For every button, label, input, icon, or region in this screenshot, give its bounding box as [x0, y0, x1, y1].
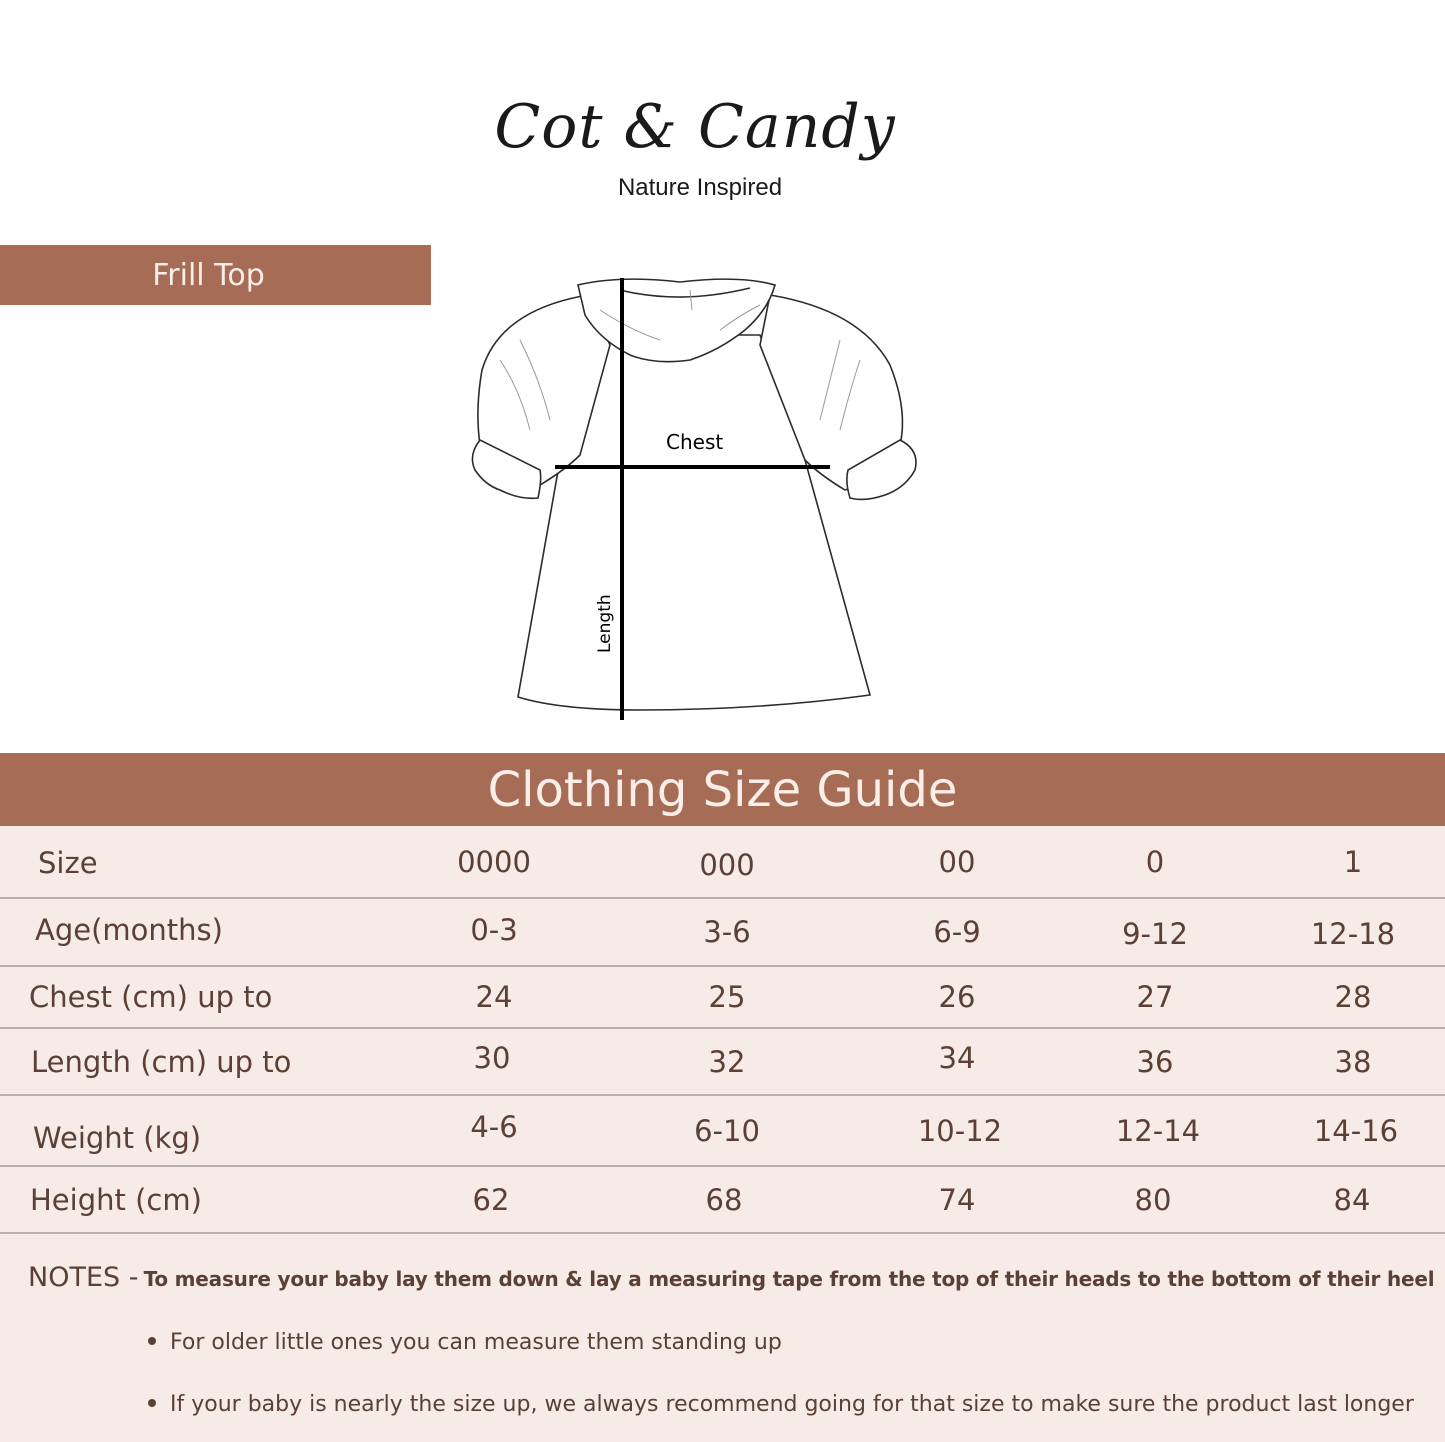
table-cell: 68	[705, 1182, 743, 1217]
notes-heading	[28, 1262, 1434, 1293]
length-label: Length	[595, 594, 615, 653]
table-cell: 00	[938, 844, 976, 879]
table-cell: 12-18	[1310, 917, 1396, 951]
table-cell: 6-10	[694, 1113, 760, 1148]
table-row	[0, 1096, 1445, 1167]
row-label: Chest (cm) up to	[29, 980, 273, 1014]
table-cell: 36	[1136, 1044, 1174, 1079]
bullet-text: If your baby is nearly the size up, we always recommend going for that size to make sure the product last longer	[170, 1392, 1414, 1417]
table-cell: 62	[472, 1182, 510, 1217]
product-name-tag: Frill Top	[0, 245, 431, 305]
table-cell: 3-6	[703, 915, 751, 949]
table-cell: 6-9	[933, 915, 981, 949]
row-label: Size	[38, 846, 98, 880]
table-cell: 9-12	[1122, 917, 1188, 951]
table-cell: 0	[1145, 844, 1165, 879]
notes-bullet	[148, 1392, 1414, 1417]
row-label: Length (cm) up to	[31, 1044, 292, 1079]
table-cell: 24	[475, 980, 513, 1014]
table-row	[0, 899, 1445, 967]
table-cell: 4-6	[470, 1110, 518, 1144]
row-label: Height (cm)	[30, 1182, 202, 1217]
table-row	[0, 826, 1445, 899]
bullet-dot-icon	[148, 1337, 156, 1345]
table-cell: 1	[1343, 844, 1363, 879]
size-guide-title: Clothing Size Guide	[0, 753, 1445, 826]
table-cell: 34	[938, 1041, 976, 1075]
notes-prefix: NOTES -	[28, 1262, 139, 1293]
brand-logo	[0, 90, 1445, 220]
chest-label: Chest	[666, 430, 724, 454]
table-cell: 10-12	[917, 1113, 1003, 1148]
table-cell: 74	[938, 1182, 976, 1217]
table-cell: 25	[708, 980, 746, 1014]
table-cell: 27	[1136, 980, 1174, 1014]
frill-top-illustration	[460, 270, 940, 730]
brand-tagline: Nature Inspired	[617, 174, 783, 201]
table-cell: 12-14	[1115, 1113, 1201, 1148]
row-label: Age(months)	[35, 913, 223, 947]
table-cell: 84	[1333, 1182, 1371, 1217]
table-cell: 14-16	[1313, 1113, 1399, 1148]
bullet-text: For older little ones you can measure them standing up	[170, 1330, 782, 1355]
table-cell: 0-3	[470, 913, 518, 947]
brand-name: Cot & Candy	[494, 92, 896, 162]
table-cell: 80	[1134, 1182, 1172, 1217]
table-cell: 000	[699, 848, 755, 882]
notes-bullet	[148, 1330, 782, 1355]
table-cell: 38	[1334, 1044, 1372, 1079]
table-cell: 28	[1334, 980, 1372, 1014]
table-cell: 30	[473, 1041, 511, 1075]
table-cell: 26	[938, 980, 976, 1014]
bullet-dot-icon	[148, 1399, 156, 1407]
table-row	[0, 1029, 1445, 1096]
garment-diagram	[460, 270, 940, 730]
table-cell: 0000	[457, 844, 531, 879]
row-label: Weight (kg)	[33, 1121, 202, 1155]
table-cell: 32	[708, 1044, 746, 1079]
table-row	[0, 1167, 1445, 1234]
notes-main-text: To measure your baby lay them down & lay a measuring tape from the top of their heads to the bottom of their heel	[143, 1267, 1435, 1291]
table-row	[0, 967, 1445, 1029]
